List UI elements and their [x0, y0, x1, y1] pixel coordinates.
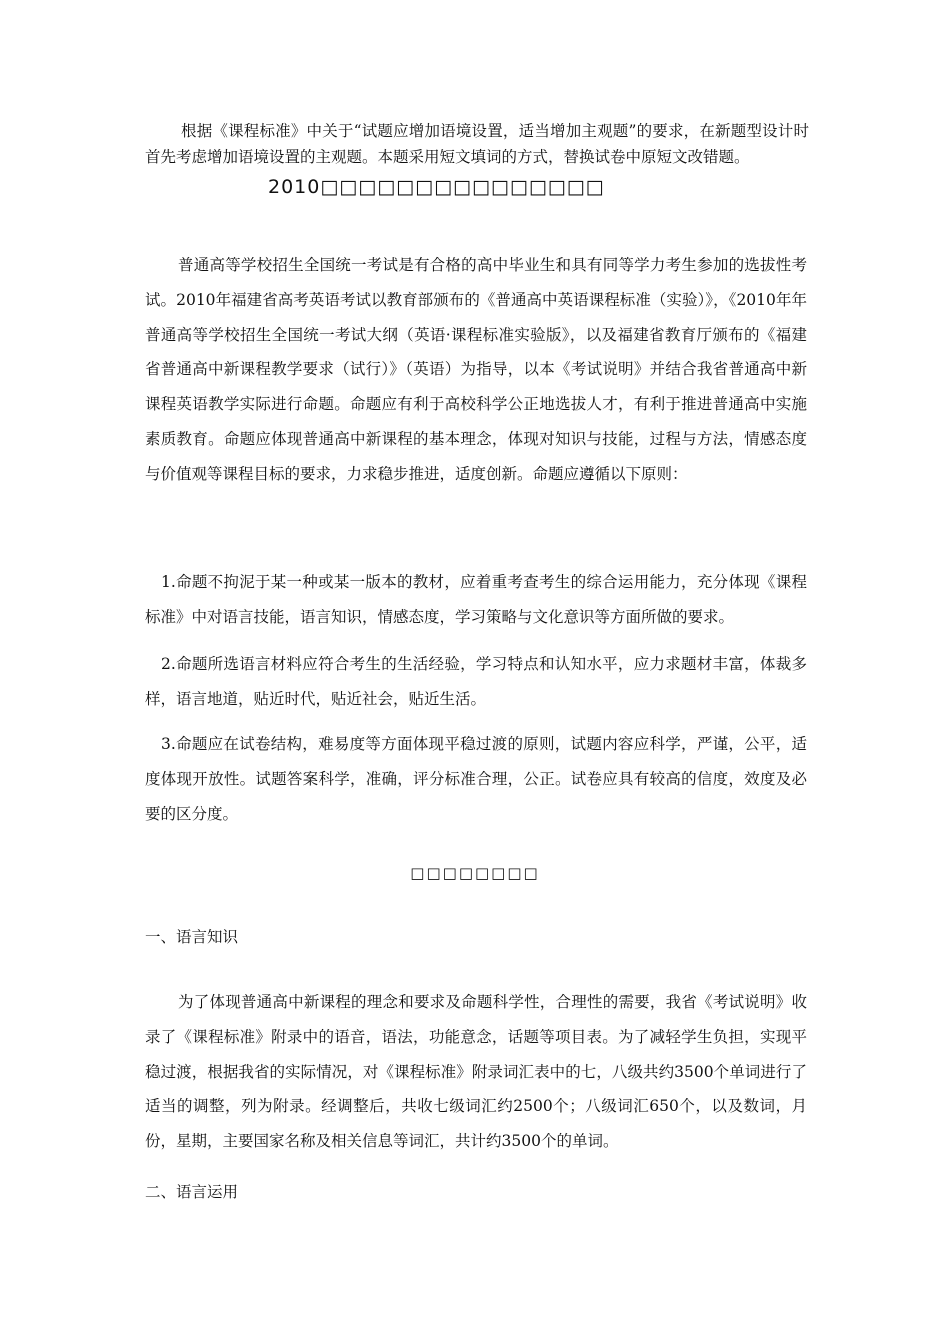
document-title: 2010□□□□□□□□□□□□□□□: [268, 176, 605, 198]
body-paragraph-1: 普通高等学校招生全国统一考试是有合格的高中毕业生和具有同等学力考生参加的选拔性考试。2010年福建省高考英语考试以教育部颁布的《普通高中英语课程标准（实验）》，《2010年年普通高等学校招生全国统一考试大纲（英语·课程标准实验版》，以及福建省教育厅颁布的《福建省普通高中新课程教学要求（试行）》（英语）为指导，以本《考试说明》并结合我省普通高中新课程英语教学实际进行命题。命题应有利于高校科学公正地选拔人才，有利于推进普通高中实施素质教育。命题应体现普通高中新课程的基本理念，体现对知识与技能，过程与方法，情感态度与价值观等课程目标的要求，力求稳步推进，适度创新。命题应遵循以下原则：: [145, 256, 807, 483]
principle-item-1: 1.命题不拘泥于某一种或某一版本的教材，应着重考查考生的综合运用能力，充分体现《课程标准》中对语言技能，语言知识，情感态度，学习策略与文化意识等方面所做的要求。: [145, 573, 807, 626]
heading-language-use: 二、语言运用: [145, 1183, 239, 1201]
body-paragraph-2: 为了体现普通高中新课程的理念和要求及命题科学性，合理性的需要，我省《考试说明》收录了《课程标准》附录中的语音，语法，功能意念，话题等项目表。为了减轻学生负担，实现平稳过渡，根据我省的实际情况，对《课程标准》附录词汇表中的七，八级共约3500个单词进行了适当的调整，列为附录。经调整后，共收七级词汇约2500个；八级词汇650个，以及数词，月份，星期，主要国家名称及相关信息等词汇，共计约3500个的单词。: [145, 993, 807, 1151]
heading-language-knowledge: 一、语言知识: [145, 928, 239, 946]
principle-item-3: 3.命题应在试卷结构，难易度等方面体现平稳过渡的原则，试题内容应科学，严谨，公平，适度体现开放性。试题答案科学，准确，评分标准合理，公正。试卷应具有较高的信度，效度及必要的区分度。: [145, 735, 807, 823]
principle-item-2: 2.命题所选语言材料应符合考生的生活经验，学习特点和认知水平，应力求题材丰富，体裁多样，语言地道，贴近时代，贴近社会，贴近生活。: [145, 655, 807, 708]
section-title: □□□□□□□□: [410, 864, 540, 882]
intro-paragraph: 根据《课程标准》中关于“试题应增加语境设置，适当增加主观题”的要求，在新题型设计时首先考虑增加语境设置的主观题。本题采用短文填词的方式，替换试卷中原短文改错题。: [145, 122, 809, 166]
